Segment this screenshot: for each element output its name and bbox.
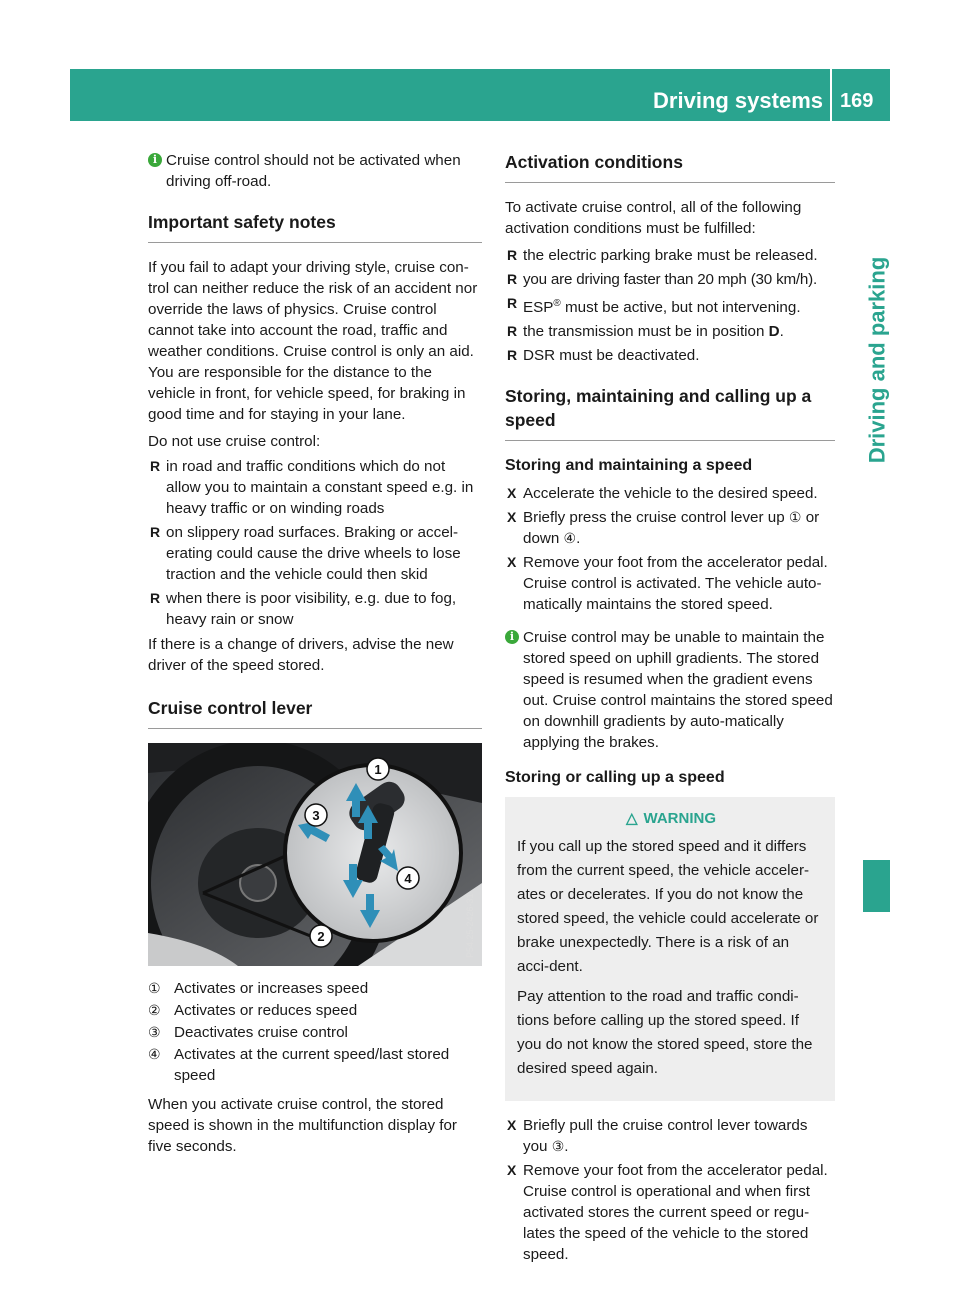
list-item xyxy=(505,321,835,342)
gear-position: D xyxy=(768,323,780,341)
list-item: R you are driving faster than 20 mph (30 km/h). xyxy=(505,269,835,290)
info-icon: i xyxy=(505,630,519,644)
step-text: down xyxy=(523,530,560,548)
step-item xyxy=(505,1115,835,1157)
section-heading-lever: Cruise control lever xyxy=(148,696,482,729)
subheading-call-up: Storing or calling up a speed xyxy=(505,769,725,787)
legend-text: Activates at the current speed/last stored speed xyxy=(174,1046,450,1084)
callout-1: 1 xyxy=(374,762,382,777)
figure-code: P54.25-2426-31 xyxy=(465,893,475,958)
list-item: R when there is poor visibility, e.g. due to fog, heavy rain or snow xyxy=(148,588,482,630)
callout-4: 4 xyxy=(404,871,412,886)
step-item xyxy=(505,507,835,549)
warning-triangle-icon: △ xyxy=(625,810,638,828)
legend-text: Activates or reduces speed xyxy=(174,1002,358,1019)
warning-title: WARNING xyxy=(643,810,717,828)
condition-text: the transmission must be in position xyxy=(523,323,765,341)
callout-ref: ④ xyxy=(563,530,577,547)
section-title: Driving systems xyxy=(653,88,823,113)
legend-item xyxy=(148,1044,482,1086)
note-text: Cruise control should not be activated when driving off-road. xyxy=(166,152,461,190)
legend-text: Deactivates cruise control xyxy=(174,1024,348,1041)
section-heading-activation: Activation conditions xyxy=(505,150,835,183)
legend-number: ① xyxy=(148,980,161,996)
callout-ref: ③ xyxy=(551,1138,565,1155)
activation-display-note: When you activate cruise control, the stored speed is shown in the multifunction display for five seconds. xyxy=(148,1096,457,1155)
right-column xyxy=(505,150,835,1269)
callout-3: 3 xyxy=(312,808,320,823)
period: . xyxy=(779,323,784,341)
legend-number: ③ xyxy=(148,1024,161,1040)
legend-number: ② xyxy=(148,1002,161,1018)
section-heading-safety: Important safety notes xyxy=(148,210,482,243)
warning-box xyxy=(505,797,835,1101)
warning-text: If you call up the stored speed and it differs from the current speed, the vehicle acceler-ates or decelerates. If you do not know the stored speed, the vehicle could accelerate or brake unexpectedly. There is a risk of an acci-dent. xyxy=(517,838,819,976)
condition-text: must be active, but not intervening. xyxy=(565,299,801,317)
legend-item xyxy=(148,1000,482,1021)
info-icon: i xyxy=(148,153,162,167)
list-item: R DSR must be deactivated. xyxy=(505,345,835,366)
page-number: 169 xyxy=(840,90,874,112)
activation-conditions-list xyxy=(505,245,835,366)
cruise-control-lever-figure xyxy=(148,743,482,966)
legend-number: ④ xyxy=(148,1046,161,1062)
chapter-side-label: Driving and parking xyxy=(864,256,890,464)
info-note xyxy=(505,627,835,753)
header-divider xyxy=(830,69,832,121)
safety-paragraph: If you fail to adapt your driving style, cruise con-trol can neither reduce the risk of an accident nor override the laws of physics. Cruise control cannot take into account the road, traffic and weather conditions. Cruise control is only an aid. You are responsible for the distance to the vehicle in front, for vehicle speed, for braking in good time and for staying in your lane. xyxy=(148,259,478,423)
step-item: X Accelerate the vehicle to the desired speed. xyxy=(505,483,835,504)
driver-change-text: If there is a change of drivers, advise the new driver of the speed stored. xyxy=(148,636,454,674)
do-not-use-list xyxy=(148,456,482,630)
do-not-use-text: Do not use cruise control: xyxy=(148,433,321,450)
left-column xyxy=(148,150,482,1163)
lever-illustration xyxy=(148,743,482,966)
warning-header xyxy=(517,807,825,831)
section-heading-storing: Storing, maintaining and calling up a speed xyxy=(505,384,835,441)
info-note xyxy=(148,150,482,192)
step-text: or xyxy=(805,509,820,527)
figure-legend xyxy=(148,978,482,1086)
chapter-tab-marker xyxy=(863,860,890,912)
list-item: R in road and traffic conditions which do not allow you to maintain a constant speed e.g. in heavy traffic or on winding roads xyxy=(148,456,482,519)
step-item: X Remove your foot from the accelerator pedal. Cruise control is operational and when first activated stores the current speed or regu-lates the speed of the vehicle to the stored speed. xyxy=(505,1160,835,1265)
esp-label: ESP xyxy=(523,299,554,317)
callout-2: 2 xyxy=(317,929,325,944)
list-item xyxy=(505,293,835,318)
warning-text: Pay attention to the road and traffic condi-tions before calling up the stored speed. If you do not know the stored speed, store the desired speed again. xyxy=(517,988,813,1078)
legend-text: Activates or increases speed xyxy=(174,980,369,997)
note-text: Cruise control may be unable to maintain the stored speed on uphill gradients. The stored speed is resumed when the gradient evens out. Cruise control maintains the stored speed on downhill gradients by auto-matically applying the brakes. xyxy=(523,629,833,752)
period: . xyxy=(564,1138,569,1156)
step-text: Briefly pull the cruise control lever towards you xyxy=(523,1117,808,1156)
call-up-steps xyxy=(505,1115,835,1265)
period: . xyxy=(576,530,581,548)
registered-mark: ® xyxy=(553,298,561,309)
subheading-store-maintain: Storing and maintaining a speed xyxy=(505,457,753,475)
list-item: R on slippery road surfaces. Braking or accel-erating could cause the drive wheels to lose traction and the vehicle could then skid xyxy=(148,522,482,585)
store-steps xyxy=(505,483,835,615)
step-item: X Remove your foot from the accelerator pedal. Cruise control is activated. The vehicle auto-matically maintains the stored speed. xyxy=(505,552,835,615)
callout-ref: ① xyxy=(788,509,802,526)
legend-item xyxy=(148,978,482,999)
list-item: R the electric parking brake must be released. xyxy=(505,245,835,266)
legend-item xyxy=(148,1022,482,1043)
step-text: Briefly press the cruise control lever up xyxy=(523,509,785,527)
activation-intro: To activate cruise control, all of the following activation conditions must be fulfilled: xyxy=(505,199,802,237)
